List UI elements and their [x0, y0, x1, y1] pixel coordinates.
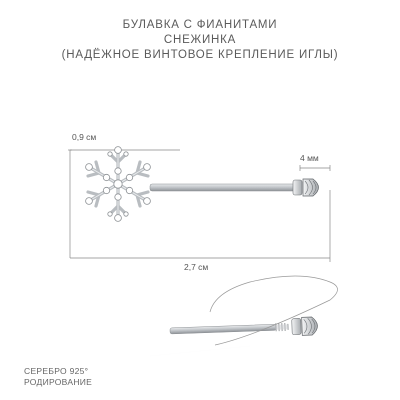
cap-dimension: [300, 165, 330, 171]
pin-top: [150, 179, 319, 196]
length-dimension: [70, 190, 330, 262]
title-line-1: БУЛАВКА С ФИАНИТАМИ: [122, 19, 278, 31]
height-dimension: [68, 150, 180, 258]
snowflake-icon: [86, 147, 151, 222]
pin-detail: [150, 276, 338, 356]
screw-cap: [303, 179, 319, 196]
material-line: СЕРЕБРО 925°: [24, 366, 89, 376]
material-info: [24, 366, 92, 388]
height-label: 0,9 см: [72, 132, 97, 142]
plating-line: РОДИРОВАНИЕ: [24, 377, 93, 387]
cap-size-label: 4 мм: [300, 153, 319, 163]
screw-collar: [293, 180, 302, 195]
title-line-2: СНЕЖИНКА: [163, 34, 237, 46]
title-line-3: (НАДЁЖНОЕ ВИНТОВОЕ КРЕПЛЕНИЕ ИГЛЫ): [61, 49, 339, 61]
length-label: 2,7 см: [184, 262, 209, 272]
